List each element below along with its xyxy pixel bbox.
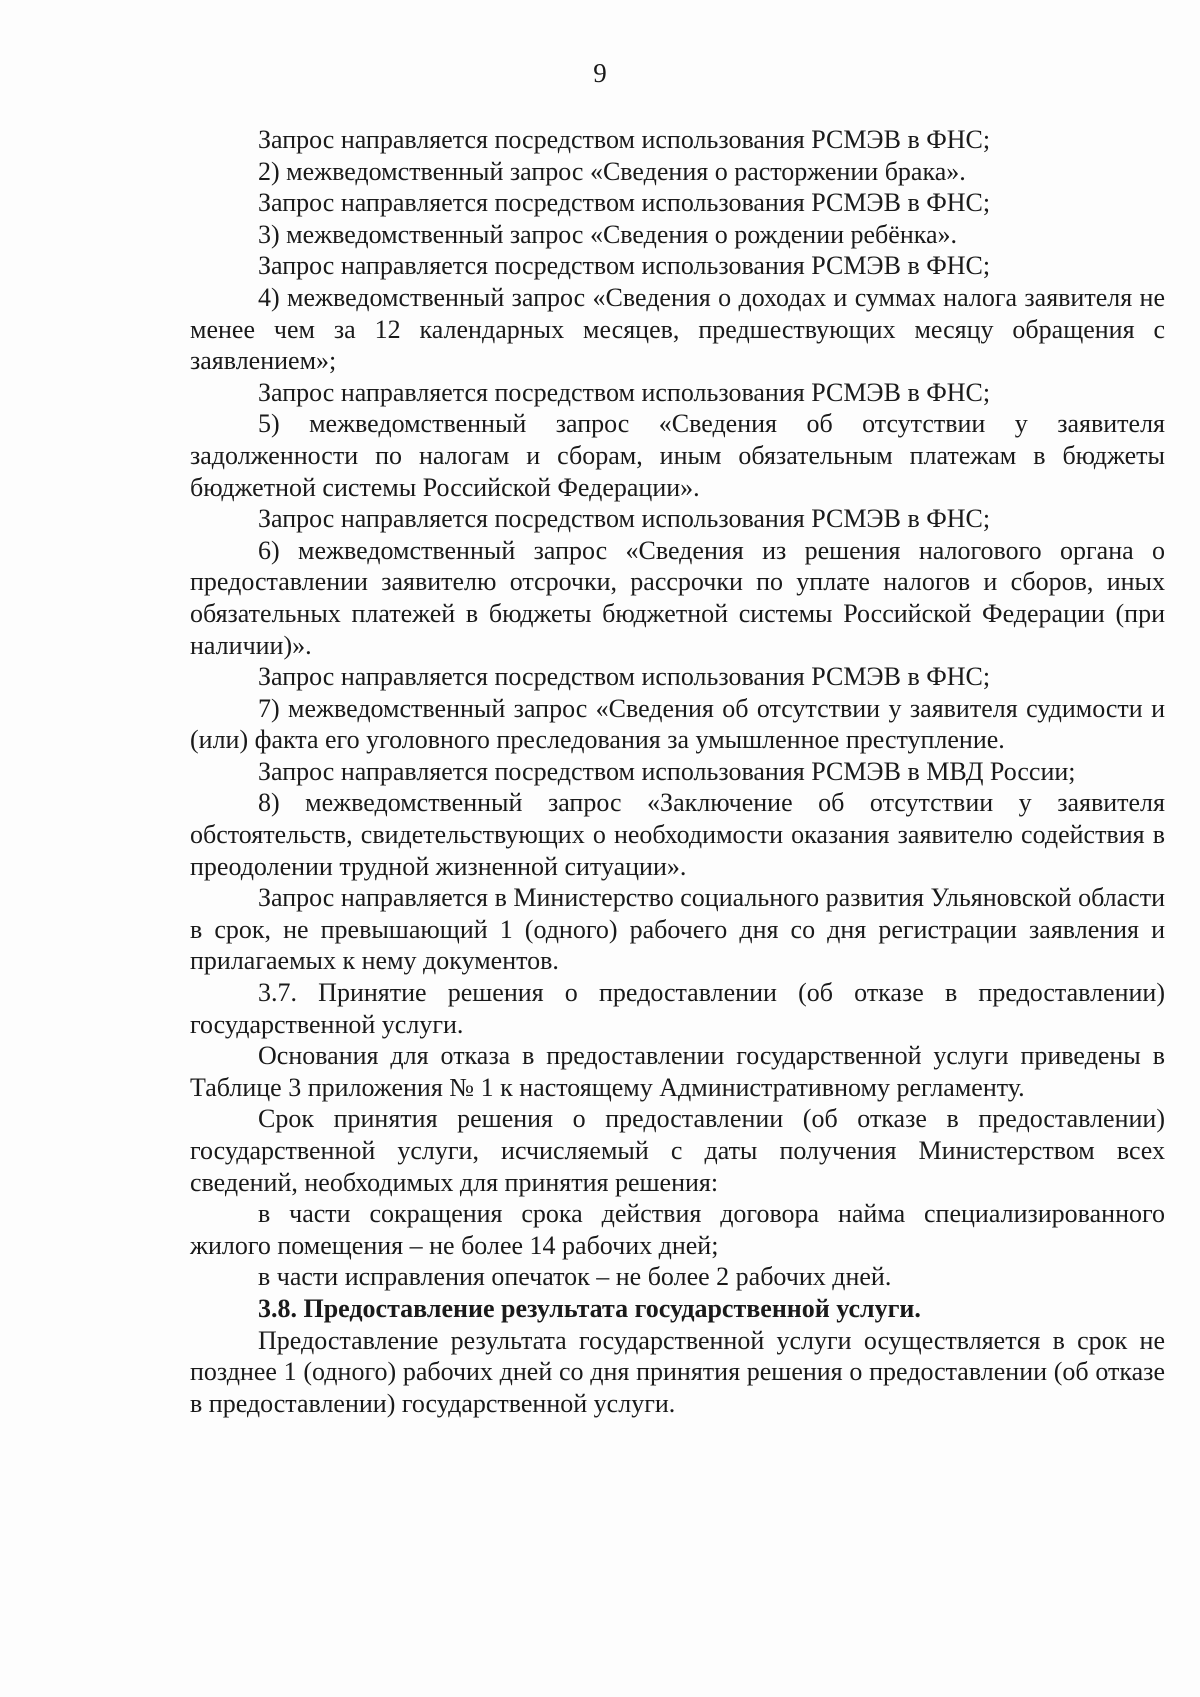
paragraph: Запрос направляется в Министерство социального развития Ульяновской области в срок, не превышающий 1 (одного) рабочего дня со дня регистрации заявления и прилагаемых к нему документов. [190, 883, 1165, 976]
paragraph: 7) межведомственный запрос «Сведения об отсутствии у заявителя судимости и (или) факта его уголовного преследования за умышленное преступление. [190, 693, 1165, 755]
paragraph: в части сокращения срока действия договора найма специализированного жилого помещения – не более 14 рабочих дней; [190, 1199, 1165, 1260]
document-body [190, 124, 1165, 1419]
paragraph: Запрос направляется посредством использования РСМЭВ в ФНС; [258, 662, 991, 692]
paragraph: 8) межведомственный запрос «Заключение об отсутствии у заявителя обстоятельств, свидетельствующих о необходимости оказания заявителю содействия в преодолении трудной жизненной ситуации». [190, 788, 1165, 881]
page-number: 9 [593, 58, 607, 88]
paragraph: 6) межведомственный запрос «Сведения из решения налогового органа о предоставлении заявителю отсрочки, рассрочки по уплате налогов и сборов, иных обязательных платежей в бюджеты бюджетной системы Российской Федерации (при наличии)». [190, 535, 1165, 660]
paragraph: Запрос направляется посредством использования РСМЭВ в ФНС; [258, 377, 991, 407]
paragraph: 5) межведомственный запрос «Сведения об отсутствии у заявителя задолженности по налогам и сборам, иным обязательным платежам в бюджеты бюджетной системы Российской Федерации». [190, 409, 1165, 502]
paragraph: Запрос направляется посредством использования РСМЭВ в ФНС; [258, 125, 991, 154]
paragraph: Запрос направляется посредством использования РСМЭВ в МВД России; [258, 756, 1076, 786]
section-heading: 3.7. Принятие решения о предоставлении (об отказе в предоставлении) государственной услуги. [190, 978, 1165, 1039]
paragraph: Запрос направляется посредством использования РСМЭВ в ФНС; [258, 188, 991, 218]
paragraph: Срок принятия решения о предоставлении (об отказе в предоставлении) государственной услуги, исчисляемый с даты получения Министерством всех сведений, необходимых для принятия решения: [190, 1104, 1165, 1197]
paragraph: в части исправления опечаток – не более 2 рабочих дней. [258, 1262, 892, 1292]
paragraph: 4) межведомственный запрос «Сведения о доходах и суммах налога заявителя не менее чем за 12 календарных месяцев, предшествующих месяцу обращения с заявлением»; [190, 282, 1165, 376]
paragraph: Основания для отказа в предоставлении государственной услуги приведены в Таблице 3 приложения № 1 к настоящему Административному регламенту. [190, 1041, 1165, 1102]
paragraph: Запрос направляется посредством использования РСМЭВ в ФНС; [258, 504, 991, 534]
section-heading: 3.8. Предоставление результата государственной услуги. [258, 1293, 921, 1323]
paragraph: Предоставление результата государственной услуги осуществляется в срок не позднее 1 (одного) рабочих дней со дня принятия решения о предоставлении (об отказе в предоставлении) государственной услуги. [190, 1325, 1165, 1418]
paragraph: 3) межведомственный запрос «Сведения о рождении ребёнка». [258, 219, 958, 249]
paragraph: Запрос направляется посредством использования РСМЭВ в ФНС; [258, 251, 991, 281]
paragraph: 2) межведомственный запрос «Сведения о расторжении брака». [258, 156, 966, 186]
